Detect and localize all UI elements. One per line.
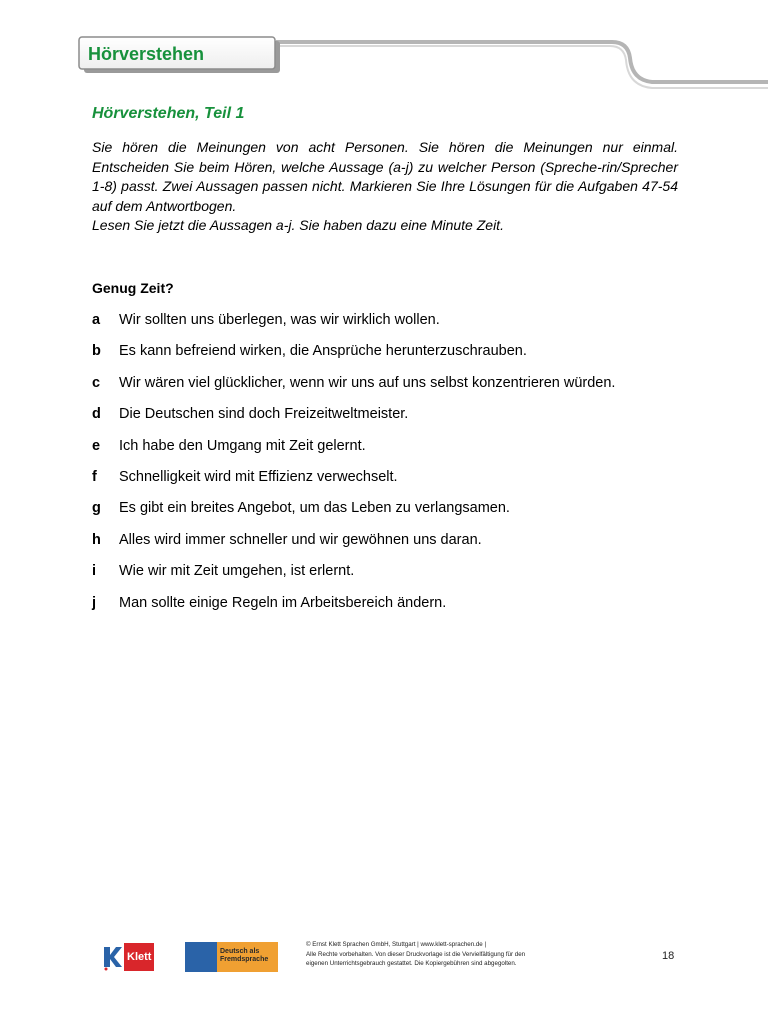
statement-letter: b (92, 343, 101, 360)
statement-letter: d (92, 406, 101, 423)
copyright-line-2: Alle Rechte vorbehalten. Von dieser Druckvorlage ist die Vervielfältigung für den (306, 950, 526, 958)
daf-logo (185, 942, 278, 972)
statement-item (92, 500, 692, 531)
statement-item (92, 563, 692, 594)
instructions (92, 138, 678, 236)
instructions-paragraph-2: Lesen Sie jetzt die Aussagen a-j. Sie haben dazu eine Minute Zeit. (92, 217, 504, 233)
daf-logo-orange-block (217, 942, 278, 972)
statement-letter: h (92, 531, 101, 548)
statement-letter: e (92, 437, 101, 454)
statement-text: Wir sollten uns überlegen, was wir wirklich wollen. (119, 312, 440, 328)
statement-item (92, 375, 692, 406)
copyright-line-3: eigenen Unterrichtsgebrauch gestattet. Die Kopiergebühren sind abgegolten. (306, 960, 517, 967)
daf-line-2: Fremdsprache (220, 956, 269, 963)
statement-letter: j (92, 594, 97, 611)
statement-item (92, 595, 692, 626)
statement-text: Es kann befreiend wirken, die Ansprüche herunterzuschrauben. (119, 343, 527, 360)
statement-text: Alles wird immer schneller und wir gewöhnen uns daran. (119, 531, 482, 548)
klett-wordmark: Klett (124, 943, 154, 971)
statement-letter: c (92, 374, 101, 391)
daf-line-1: Deutsch als (220, 948, 260, 955)
header-tab (82, 39, 272, 69)
daf-logo-blue-block (185, 942, 217, 972)
footer (0, 940, 768, 980)
statement-item (92, 406, 692, 437)
statement-text: Wie wir mit Zeit umgehen, ist erlernt. (119, 563, 355, 580)
statement-text: Wir wären viel glücklicher, wenn wir uns auf uns selbst konzentrieren würden. (119, 374, 616, 391)
statement-text: Es gibt ein breites Angebot, um das Leben zu verlangsamen. (119, 500, 510, 517)
statement-text: Schnelligkeit wird mit Effizienz verwechselt. (119, 468, 398, 485)
statement-item (92, 532, 692, 563)
statement-letter: f (92, 468, 97, 485)
copyright-line-1: © Ernst Klett Sprachen GmbH, Stuttgart | www.klett-sprachen.de | (306, 941, 487, 948)
statement-item (92, 469, 692, 500)
statement-text: Ich habe den Umgang mit Zeit gelernt. (119, 437, 366, 454)
statement-text: Die Deutschen sind doch Freizeitweltmeister. (119, 406, 409, 423)
statement-letter: g (92, 500, 101, 517)
statement-item (92, 312, 692, 343)
klett-mark-icon (100, 943, 124, 971)
subheading: Genug Zeit? (92, 280, 174, 296)
klett-logo (100, 942, 158, 972)
statement-letter: i (92, 563, 97, 580)
copyright-notice (306, 940, 586, 969)
page-number: 18 (662, 950, 675, 962)
statement-item (92, 343, 692, 374)
section-title: Hörverstehen, Teil 1 (92, 105, 245, 122)
statement-list (92, 312, 692, 626)
instructions-paragraph-1: Sie hören die Meinungen von acht Personen. Sie hören die Meinungen nur einmal. Entscheiden Sie beim Hören, welche Aussage (a-j) zu welcher Person (Spreche-rin/Sprecher 1-8) passt. Zwei Aussagen passen nicht. Markieren Sie Ihre Lösungen für die Aufgaben 47-54 auf dem Antwortbogen. (92, 139, 678, 214)
header-tab-label: Hörverstehen (88, 43, 205, 64)
statement-letter: a (92, 312, 101, 328)
statement-text: Man sollte einige Regeln im Arbeitsbereich ändern. (119, 594, 447, 611)
statement-item (92, 438, 692, 469)
